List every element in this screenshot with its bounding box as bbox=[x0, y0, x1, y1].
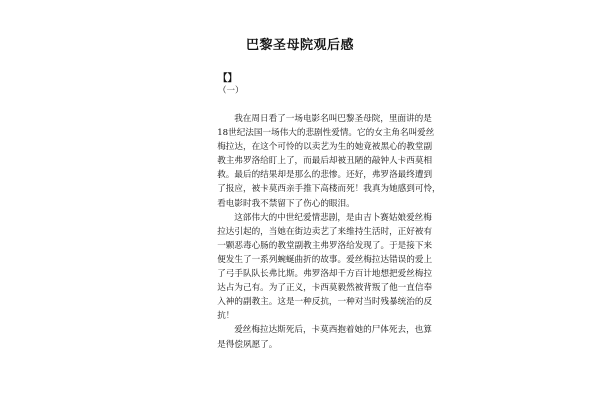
text-line: 达占为己有。为了正义，卡西莫毅然被背叛了他一直信奉 bbox=[217, 283, 433, 294]
text-line: 教主弗罗洛给盯上了，而最后却被丑陋的敲钟人卡西莫相 bbox=[217, 156, 433, 167]
text-line: 我在周日看了一场电影名叫巴黎圣母院，里面讲的是 bbox=[234, 114, 432, 124]
bracket-label: 【】 bbox=[218, 73, 238, 84]
text-line: 入神的副教主。这是一种反抗，一种对当时残暴统治的反 bbox=[217, 297, 433, 308]
section-label: （一） bbox=[218, 86, 244, 96]
text-line: 18世纪法国一场伟大的悲剧性爱情。它的女主角名叫爱丝 bbox=[217, 128, 435, 139]
text-line: 抗！ bbox=[217, 311, 235, 322]
text-line: 看电影时我不禁留下了伤心的眼泪。 bbox=[217, 198, 355, 209]
text-line: 了报应，被卡莫西亲手推下高楼而死！我真为她感到可怜， bbox=[217, 184, 441, 195]
text-line: 救。最后的结果却是那么的悲惨。还好，弗罗洛最终遭到 bbox=[217, 170, 433, 181]
text-line: 这部伟大的中世纪爱情悲剧，是由吉卜赛姑娘爱丝梅 bbox=[234, 212, 432, 223]
text-line: 是得偿夙愿了。 bbox=[217, 339, 278, 350]
text-line: 梅拉达，在这个可怜的以卖艺为生的她竟被黑心的教堂副 bbox=[217, 142, 433, 153]
text-line: 了弓手队队长弗比斯。弗罗洛却千方百计地想把爱丝梅拉 bbox=[217, 269, 433, 280]
text-line: 爱丝梅拉达斯死后，卡莫西抱着她的尸体死去，也算 bbox=[234, 325, 432, 336]
paragraph-1 bbox=[200, 112, 441, 211]
text-line: 便发生了一系列蜿蜒曲折的故事。爱丝梅拉达错误的爱上 bbox=[217, 254, 433, 265]
page-title: 巴黎圣母院观后感 bbox=[245, 38, 354, 53]
paragraph-2 bbox=[200, 211, 433, 324]
essay-body bbox=[200, 112, 441, 352]
text-line: 一颗恶毒心肠的教堂副教主弗罗洛给发现了。于是接下来 bbox=[217, 240, 433, 251]
text-line: 拉达引起的，当她在街边卖艺了来维持生活时，正好被有 bbox=[217, 226, 433, 237]
paragraph-3 bbox=[200, 323, 432, 351]
